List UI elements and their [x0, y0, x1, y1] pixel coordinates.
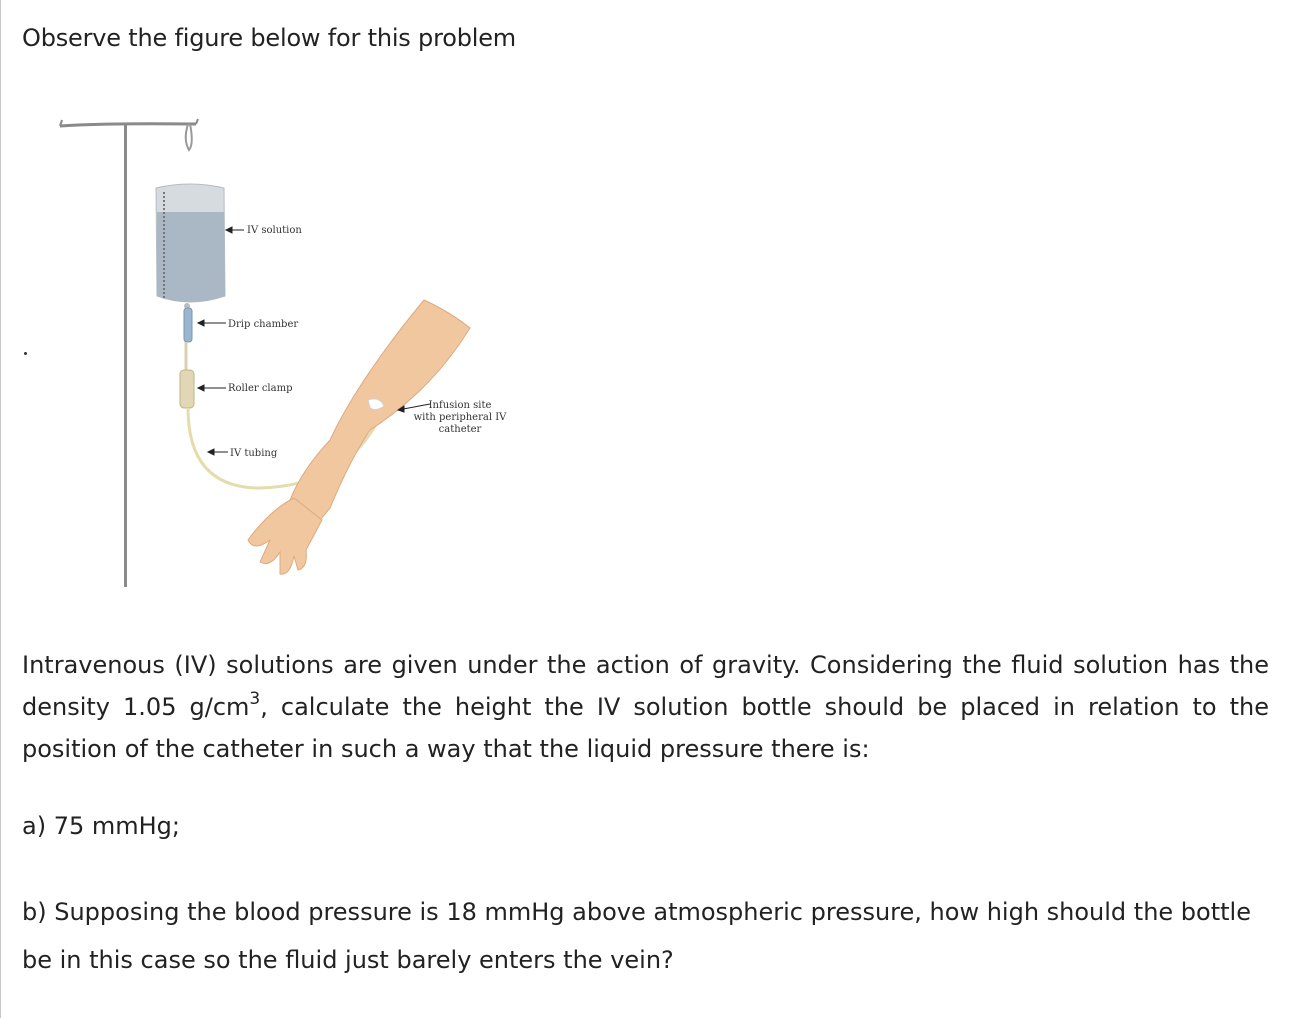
roller-clamp: [180, 342, 194, 408]
question-part-a: a) 75 mmHg;: [22, 812, 180, 840]
label-iv-solution: IV solution: [247, 225, 302, 236]
problem-text-part2: , calculate the height the IV solution bottle should be placed in relation to the position of the catheter in such a way that the liquid pressure there is:: [22, 693, 1269, 763]
problem-statement: [22, 644, 1269, 770]
unit-superscript: 3: [249, 689, 261, 709]
label-infusion-line1: Infusion site: [428, 400, 492, 411]
stray-dot: [24, 352, 27, 355]
label-infusion-line2: with peripheral IV: [413, 412, 507, 423]
iv-bag: [156, 184, 225, 309]
iv-setup-illustration: [40, 100, 580, 600]
label-iv-tubing: IV tubing: [230, 448, 278, 459]
drip-chamber: [184, 308, 192, 342]
problem-text-part1: Intravenous (IV) solutions are given under the action of gravity. Considering the fluid solution has the density 1.05 g/cm: [22, 651, 1269, 721]
label-roller-clamp: Roller clamp: [228, 383, 293, 394]
patient-arm: [248, 300, 470, 574]
question-part-b: b) Supposing the blood pressure is 18 mmHg above atmospheric pressure, how high should the bottle be in this case so the fluid just barely enters the vein?: [22, 898, 1251, 974]
page-left-border: [0, 0, 1, 1018]
label-infusion-line3: catheter: [438, 424, 482, 435]
intro-text: Observe the figure below for this problem: [22, 24, 516, 52]
label-drip-chamber: Drip chamber: [228, 319, 299, 330]
